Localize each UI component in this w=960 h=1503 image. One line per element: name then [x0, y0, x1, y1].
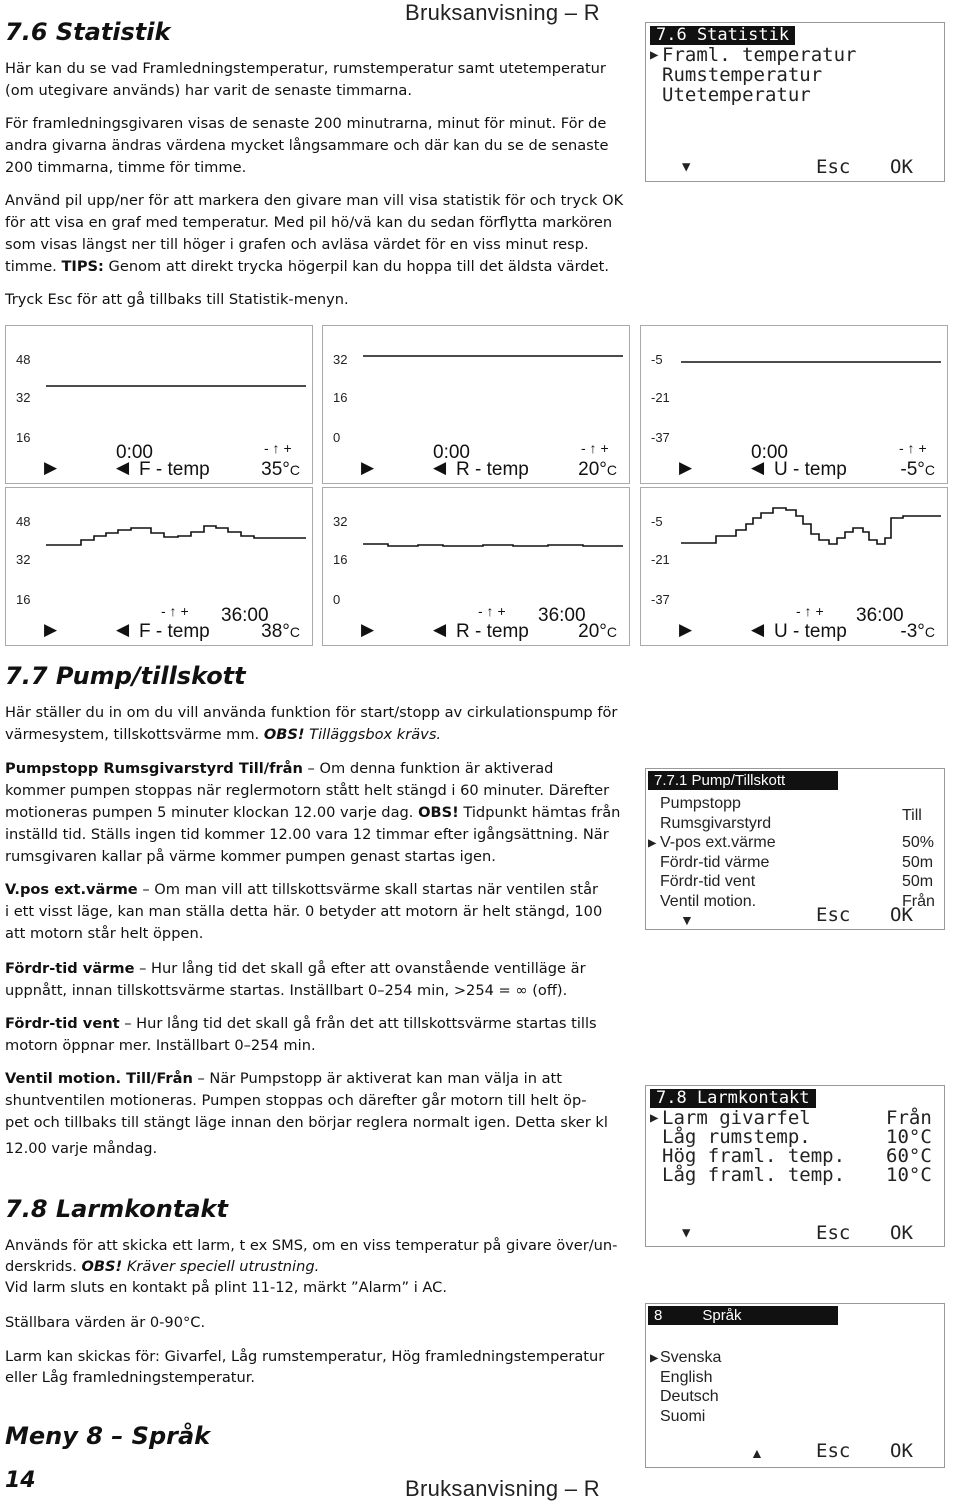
- s76-paragraph-3: [5, 190, 630, 278]
- cursor-arrow-icon: ▶: [648, 835, 657, 851]
- s78-send: [5, 1346, 630, 1388]
- lcd-setting-label[interactable]: Pumpstopp: [660, 795, 741, 812]
- text-line: för att visa en graf med temperatur. Med pil hö/vä kan du sedan förflytta markören: [5, 214, 613, 231]
- lcd-setting-value[interactable]: Till: [902, 806, 922, 824]
- left-arrow-icon[interactable]: ◀: [433, 458, 447, 478]
- graph-sensor-label: U - temp: [774, 459, 847, 480]
- lcd-setting-value[interactable]: 10°C: [886, 1126, 932, 1148]
- cursor-arrow-icon: ▶: [650, 47, 659, 63]
- right-arrow-icon[interactable]: ▶: [361, 458, 375, 478]
- term-label: Pumpstopp Rumsgivarstyrd Till/från: [5, 760, 303, 777]
- graph-sensor-label: U - temp: [774, 621, 847, 642]
- lcd-title: [648, 1306, 838, 1325]
- text-line: 12.00 varje måndag.: [5, 1140, 158, 1157]
- graph-time-label: 0:00: [116, 442, 153, 463]
- y-tick-label: 32: [333, 514, 348, 529]
- text-span: – Om man vill att tillskottsvärme skall startas när ventilen står: [137, 881, 599, 898]
- y-tick-label: 32: [333, 352, 348, 367]
- y-tick-label: 16: [16, 430, 31, 445]
- text-span: derskrids.: [5, 1258, 82, 1275]
- text-line: Används för att skicka ett larm, t ex SMS, om en viss temperatur på givare över/un-: [5, 1237, 618, 1254]
- lcd-menu-item-framl[interactable]: Framl. temperatur: [662, 44, 857, 66]
- graph-current-value: [578, 621, 617, 643]
- y-tick-label: 32: [16, 552, 31, 567]
- lcd-title-text: Språk: [702, 1307, 742, 1324]
- plus-minus-indicator: - ↑ +: [899, 440, 927, 456]
- text-line: andra givarna ändras värdena mycket långsammare och där kan du se de senaste: [5, 137, 609, 154]
- value-number: 38°: [261, 621, 290, 642]
- obs-label: OBS!: [418, 804, 459, 821]
- lcd-setting-value[interactable]: 50m: [902, 873, 934, 890]
- text-line: uppnått, innan tillskottsvärme startas. Inställbart 0–254 min, >254 = ∞ (off).: [5, 982, 568, 999]
- text-line: som visas längst ner till höger i grafen och avläsa värdet för en viss minut resp.: [5, 236, 589, 253]
- temperature-trace: [641, 488, 949, 588]
- text-line: För framledningsgivaren visas de senaste 200 minutrarna, minut för minut. För de: [5, 115, 607, 132]
- lcd-larmkontakt: [645, 1085, 945, 1247]
- text-line: Här kan du se vad Framledningstemperatur, rumstemperatur samt utetemperatur: [5, 60, 606, 77]
- s76-paragraph-1: [5, 58, 630, 102]
- lcd-esc-button[interactable]: Esc: [816, 904, 851, 926]
- graph-time-label: 36:00: [538, 605, 586, 626]
- running-header: Bruksanvisning – R: [405, 0, 600, 25]
- y-tick-label: 48: [16, 514, 31, 529]
- lcd-setting-value[interactable]: 10°C: [886, 1164, 932, 1186]
- section-heading-7-8: 7.8 Larmkontakt: [5, 1195, 228, 1223]
- text-line: [5, 802, 630, 824]
- text-span: – Hur lång tid det skall gå från det att tillskottsvärme startas tills: [119, 1015, 597, 1032]
- down-arrow-icon[interactable]: ▼: [680, 912, 694, 928]
- lcd-esc-button[interactable]: Esc: [816, 156, 851, 178]
- trace-line: [681, 508, 941, 544]
- lcd-setting-label[interactable]: Larm givarfel: [662, 1107, 811, 1129]
- tips-text: Genom att direkt trycka högerpil kan du hoppa till det äldsta värdet.: [103, 258, 609, 275]
- y-tick-label: 0: [333, 430, 341, 445]
- lcd-setting-label[interactable]: Låg rumstemp.: [662, 1126, 811, 1148]
- right-arrow-icon[interactable]: ▶: [361, 620, 375, 640]
- left-arrow-icon[interactable]: ◀: [116, 458, 130, 478]
- y-tick-label: 16: [333, 390, 348, 405]
- lcd-setting-label[interactable]: Fördr-tid värme: [660, 853, 770, 871]
- right-arrow-icon[interactable]: ▶: [679, 620, 693, 640]
- graph-sensor-label: R - temp: [456, 621, 529, 642]
- lcd-statistik-menu: [645, 22, 945, 182]
- value-unit: C: [924, 624, 935, 640]
- lcd-setting-value[interactable]: 50%: [902, 834, 935, 851]
- section-heading-7-6: 7.6 Statistik: [5, 18, 171, 46]
- text-line: 200 timmarna, timme för timme.: [5, 159, 247, 176]
- text-line: rumsgivaren kallar på värme kommer pumpen genast startas igen.: [5, 848, 496, 865]
- y-tick-label: 0: [333, 592, 341, 607]
- page-number: 14: [5, 1468, 36, 1493]
- text-line: [5, 879, 630, 901]
- text-span: värmesystem, tillskottsvärme mm.: [5, 726, 264, 743]
- y-tick-label: -21: [651, 552, 670, 567]
- graph-current-value: [900, 621, 935, 643]
- text-line: (om utegivare används) har varit de senaste timmarna.: [5, 82, 412, 99]
- lcd-setting-value[interactable]: Från: [902, 892, 935, 910]
- lcd-language-option[interactable]: Deutsch: [660, 1388, 719, 1405]
- value-number: 20°: [578, 459, 607, 480]
- plus-minus-indicator: - ↑ +: [161, 603, 189, 619]
- text-line: Använd pil upp/ner för att markera den givare man vill visa statistik för och tryck OK: [5, 192, 624, 209]
- right-arrow-icon[interactable]: ▶: [44, 620, 58, 640]
- menu-8-heading: Meny 8 – Språk: [5, 1422, 211, 1450]
- text-line: Vid larm sluts en kontakt på plint 11-12, märkt ”Alarm” i AC.: [5, 1279, 447, 1296]
- text-span: motioneras pumpen 5 minuter klockan 12.00 varje dag.: [5, 804, 419, 821]
- lcd-ok-button[interactable]: OK: [890, 1222, 913, 1244]
- lcd-setting-value[interactable]: 60°C: [886, 1145, 932, 1167]
- plus-minus-indicator: - ↑ +: [796, 603, 824, 619]
- text-line: eller Låg framledningstemperatur.: [5, 1369, 256, 1386]
- lcd-setting-value[interactable]: 50m: [902, 853, 934, 871]
- y-tick-label: -5: [651, 514, 663, 529]
- lcd-title: 7.6 Statistik: [650, 26, 795, 45]
- cursor-arrow-icon: ▶: [650, 1110, 659, 1126]
- y-tick-label: 32: [16, 390, 31, 405]
- s77-intro: [5, 702, 630, 746]
- lcd-setting-label[interactable]: Fördr-tid vent: [660, 873, 756, 890]
- value-unit: C: [289, 462, 300, 478]
- value-unit: C: [924, 462, 935, 478]
- y-tick-label: 16: [16, 592, 31, 607]
- tips-label: TIPS:: [61, 258, 104, 275]
- text-span: – När Pumpstopp är aktiverat kan man välja in att: [192, 1070, 562, 1087]
- text-line: [5, 1256, 630, 1277]
- text-line: [5, 958, 630, 980]
- left-arrow-icon[interactable]: ◀: [751, 620, 765, 640]
- obs-label: OBS!: [263, 726, 305, 743]
- right-arrow-icon[interactable]: ▶: [44, 458, 58, 478]
- obs-text: Tilläggsbox krävs.: [304, 726, 442, 743]
- value-unit: C: [289, 624, 300, 640]
- lcd-setting-label[interactable]: Rumsgivarstyrd: [660, 814, 772, 832]
- temperature-trace: [641, 326, 949, 426]
- text-line: motorn öppnar mer. Inställbart 0–254 min.: [5, 1037, 316, 1054]
- temperature-trace: [6, 326, 314, 426]
- text-line: kommer pumpen stoppas när reglermotorn stått helt stängd i 60 minuter. Därefter: [5, 782, 610, 799]
- plus-minus-indicator: - ↑ +: [581, 440, 609, 456]
- value-number: -5°: [900, 459, 925, 480]
- obs-label: OBS!: [81, 1258, 123, 1275]
- lcd-menu-item-ute[interactable]: Utetemperatur: [662, 84, 811, 106]
- term-label: V.pos ext.värme: [5, 881, 138, 898]
- up-arrow-icon[interactable]: ▲: [750, 1445, 764, 1461]
- section-heading-7-7: 7.7 Pump/tillskott: [5, 662, 246, 690]
- s77-pumpstopp: [5, 758, 630, 868]
- lcd-language-option[interactable]: Suomi: [660, 1407, 706, 1425]
- value-unit: C: [606, 462, 617, 478]
- graph-current-value: [900, 459, 935, 481]
- statistics-graph-panel: [5, 487, 313, 646]
- term-label: Fördr-tid värme: [5, 960, 135, 977]
- lcd-setting-label[interactable]: Ventil motion.: [660, 892, 757, 910]
- text-line: shuntventilen motioneras. Pumpen stoppas och därefter går motorn till helt öp-: [5, 1092, 587, 1109]
- lcd-setting-value[interactable]: Från: [886, 1107, 932, 1129]
- text-line: Här ställer du in om du vill använda funktion för start/stopp av cirkulationspump för: [5, 704, 618, 721]
- s78-paragraph-1: [5, 1235, 630, 1298]
- s77-fordr-varme: [5, 958, 630, 1002]
- lcd-language-option[interactable]: Svenska: [660, 1349, 722, 1366]
- text-line: [5, 1068, 630, 1090]
- y-tick-label: -21: [651, 390, 670, 405]
- lcd-setting-label[interactable]: Låg framl. temp.: [662, 1164, 846, 1186]
- lcd-language-option[interactable]: English: [660, 1368, 713, 1386]
- s76-paragraph-2: [5, 113, 630, 179]
- term-label: Ventil motion. Till/Från: [5, 1070, 193, 1087]
- trace-line: [46, 526, 306, 545]
- graph-sensor-label: F - temp: [139, 459, 210, 480]
- graph-current-value: [578, 459, 617, 481]
- cursor-arrow-icon: ▶: [650, 1350, 659, 1366]
- lcd-pump-tillskott: [645, 768, 945, 930]
- value-number: -3°: [900, 621, 925, 642]
- lcd-sprak: [645, 1303, 945, 1468]
- y-tick-label: 48: [16, 352, 31, 367]
- text-line: [5, 724, 630, 746]
- graph-time-label: 36:00: [856, 605, 904, 626]
- lcd-setting-label[interactable]: V-pos ext.värme: [660, 834, 776, 851]
- graph-sensor-label: R - temp: [456, 459, 529, 480]
- s77-vpos: [5, 879, 630, 945]
- y-tick-label: -37: [651, 592, 670, 607]
- temperature-trace: [323, 488, 631, 588]
- down-arrow-icon[interactable]: ▼: [682, 159, 691, 175]
- lcd-title: 7.7.1 Pump/Tillskott: [648, 771, 838, 790]
- left-arrow-icon[interactable]: ◀: [116, 620, 130, 640]
- s78-range: Ställbara värden är 0-90°C.: [5, 1314, 206, 1331]
- graph-current-value: [261, 459, 300, 481]
- lcd-esc-button[interactable]: Esc: [816, 1440, 851, 1462]
- text-span: – Hur lång tid det skall gå efter att ovanstående ventilläge är: [134, 960, 586, 977]
- left-arrow-icon[interactable]: ◀: [751, 458, 765, 478]
- text-line: [5, 1013, 630, 1035]
- graph-sensor-label: F - temp: [139, 621, 210, 642]
- text-line: [5, 758, 630, 780]
- y-tick-label: -5: [651, 352, 663, 367]
- text-line: pet och tillbaks till stängt läge innan den börjar reglera normalt igen. Detta sker kl: [5, 1114, 608, 1131]
- statistics-graph-panel: [640, 487, 948, 646]
- statistics-graph-panel: [640, 325, 948, 484]
- text-span: timme.: [5, 258, 62, 275]
- text-line: i ett visst läge, kan man ställa detta här. 0 betyder att motorn är helt stängd, 100: [5, 903, 603, 920]
- lcd-ok-button[interactable]: OK: [890, 156, 913, 178]
- trace-line: [363, 544, 623, 546]
- s77-ventil-motion: [5, 1068, 630, 1160]
- value-unit: C: [606, 624, 617, 640]
- lcd-ok-button[interactable]: OK: [890, 1440, 913, 1462]
- down-arrow-icon[interactable]: ▼: [682, 1225, 691, 1241]
- text-line: att motorn står helt öppen.: [5, 925, 204, 942]
- text-line: Larm kan skickas för: Givarfel, Låg rumstemperatur, Hög framledningstemperatur: [5, 1348, 605, 1365]
- statistics-graph-panel: [322, 325, 630, 484]
- text-span: Tidpunkt hämtas från: [458, 804, 621, 821]
- lcd-menu-item-rums[interactable]: Rumstemperatur: [662, 64, 823, 86]
- running-footer: Bruksanvisning – R: [405, 1476, 600, 1501]
- obs-text: Kräver speciell utrustning.: [122, 1258, 320, 1275]
- lcd-setting-label[interactable]: Hög framl. temp.: [662, 1145, 846, 1167]
- statistics-graph-panel: [322, 487, 630, 646]
- s76-paragraph-4: Tryck Esc för att gå tillbaks till Statistik-menyn.: [5, 291, 349, 308]
- graph-current-value: [261, 621, 300, 643]
- statistics-graph-panel: [5, 325, 313, 484]
- temperature-trace: [6, 488, 314, 588]
- plus-minus-indicator: - ↑ +: [478, 603, 506, 619]
- text-line: [5, 256, 630, 278]
- plus-minus-indicator: - ↑ +: [264, 440, 292, 456]
- left-arrow-icon[interactable]: ◀: [433, 620, 447, 640]
- text-span: – Om denna funktion är aktiverad: [302, 760, 554, 777]
- graph-time-label: 0:00: [751, 442, 788, 463]
- graph-time-label: 36:00: [221, 605, 269, 626]
- right-arrow-icon[interactable]: ▶: [679, 458, 693, 478]
- lcd-esc-button[interactable]: Esc: [816, 1222, 851, 1244]
- term-label: Fördr-tid vent: [5, 1015, 120, 1032]
- value-number: 20°: [578, 621, 607, 642]
- lcd-ok-button[interactable]: OK: [890, 904, 913, 926]
- y-tick-label: 16: [333, 552, 348, 567]
- s77-fordr-vent: [5, 1013, 630, 1057]
- lcd-title: 7.8 Larmkontakt: [650, 1089, 816, 1108]
- temperature-trace: [323, 326, 631, 426]
- graph-time-label: 0:00: [433, 442, 470, 463]
- y-tick-label: -37: [651, 430, 670, 445]
- lcd-title-number: 8: [654, 1307, 663, 1324]
- value-number: 35°: [261, 459, 290, 480]
- text-line: inställd tid. Ställs ingen tid kommer 12.00 vara 12 timmar efter igångsättning. När: [5, 826, 609, 843]
